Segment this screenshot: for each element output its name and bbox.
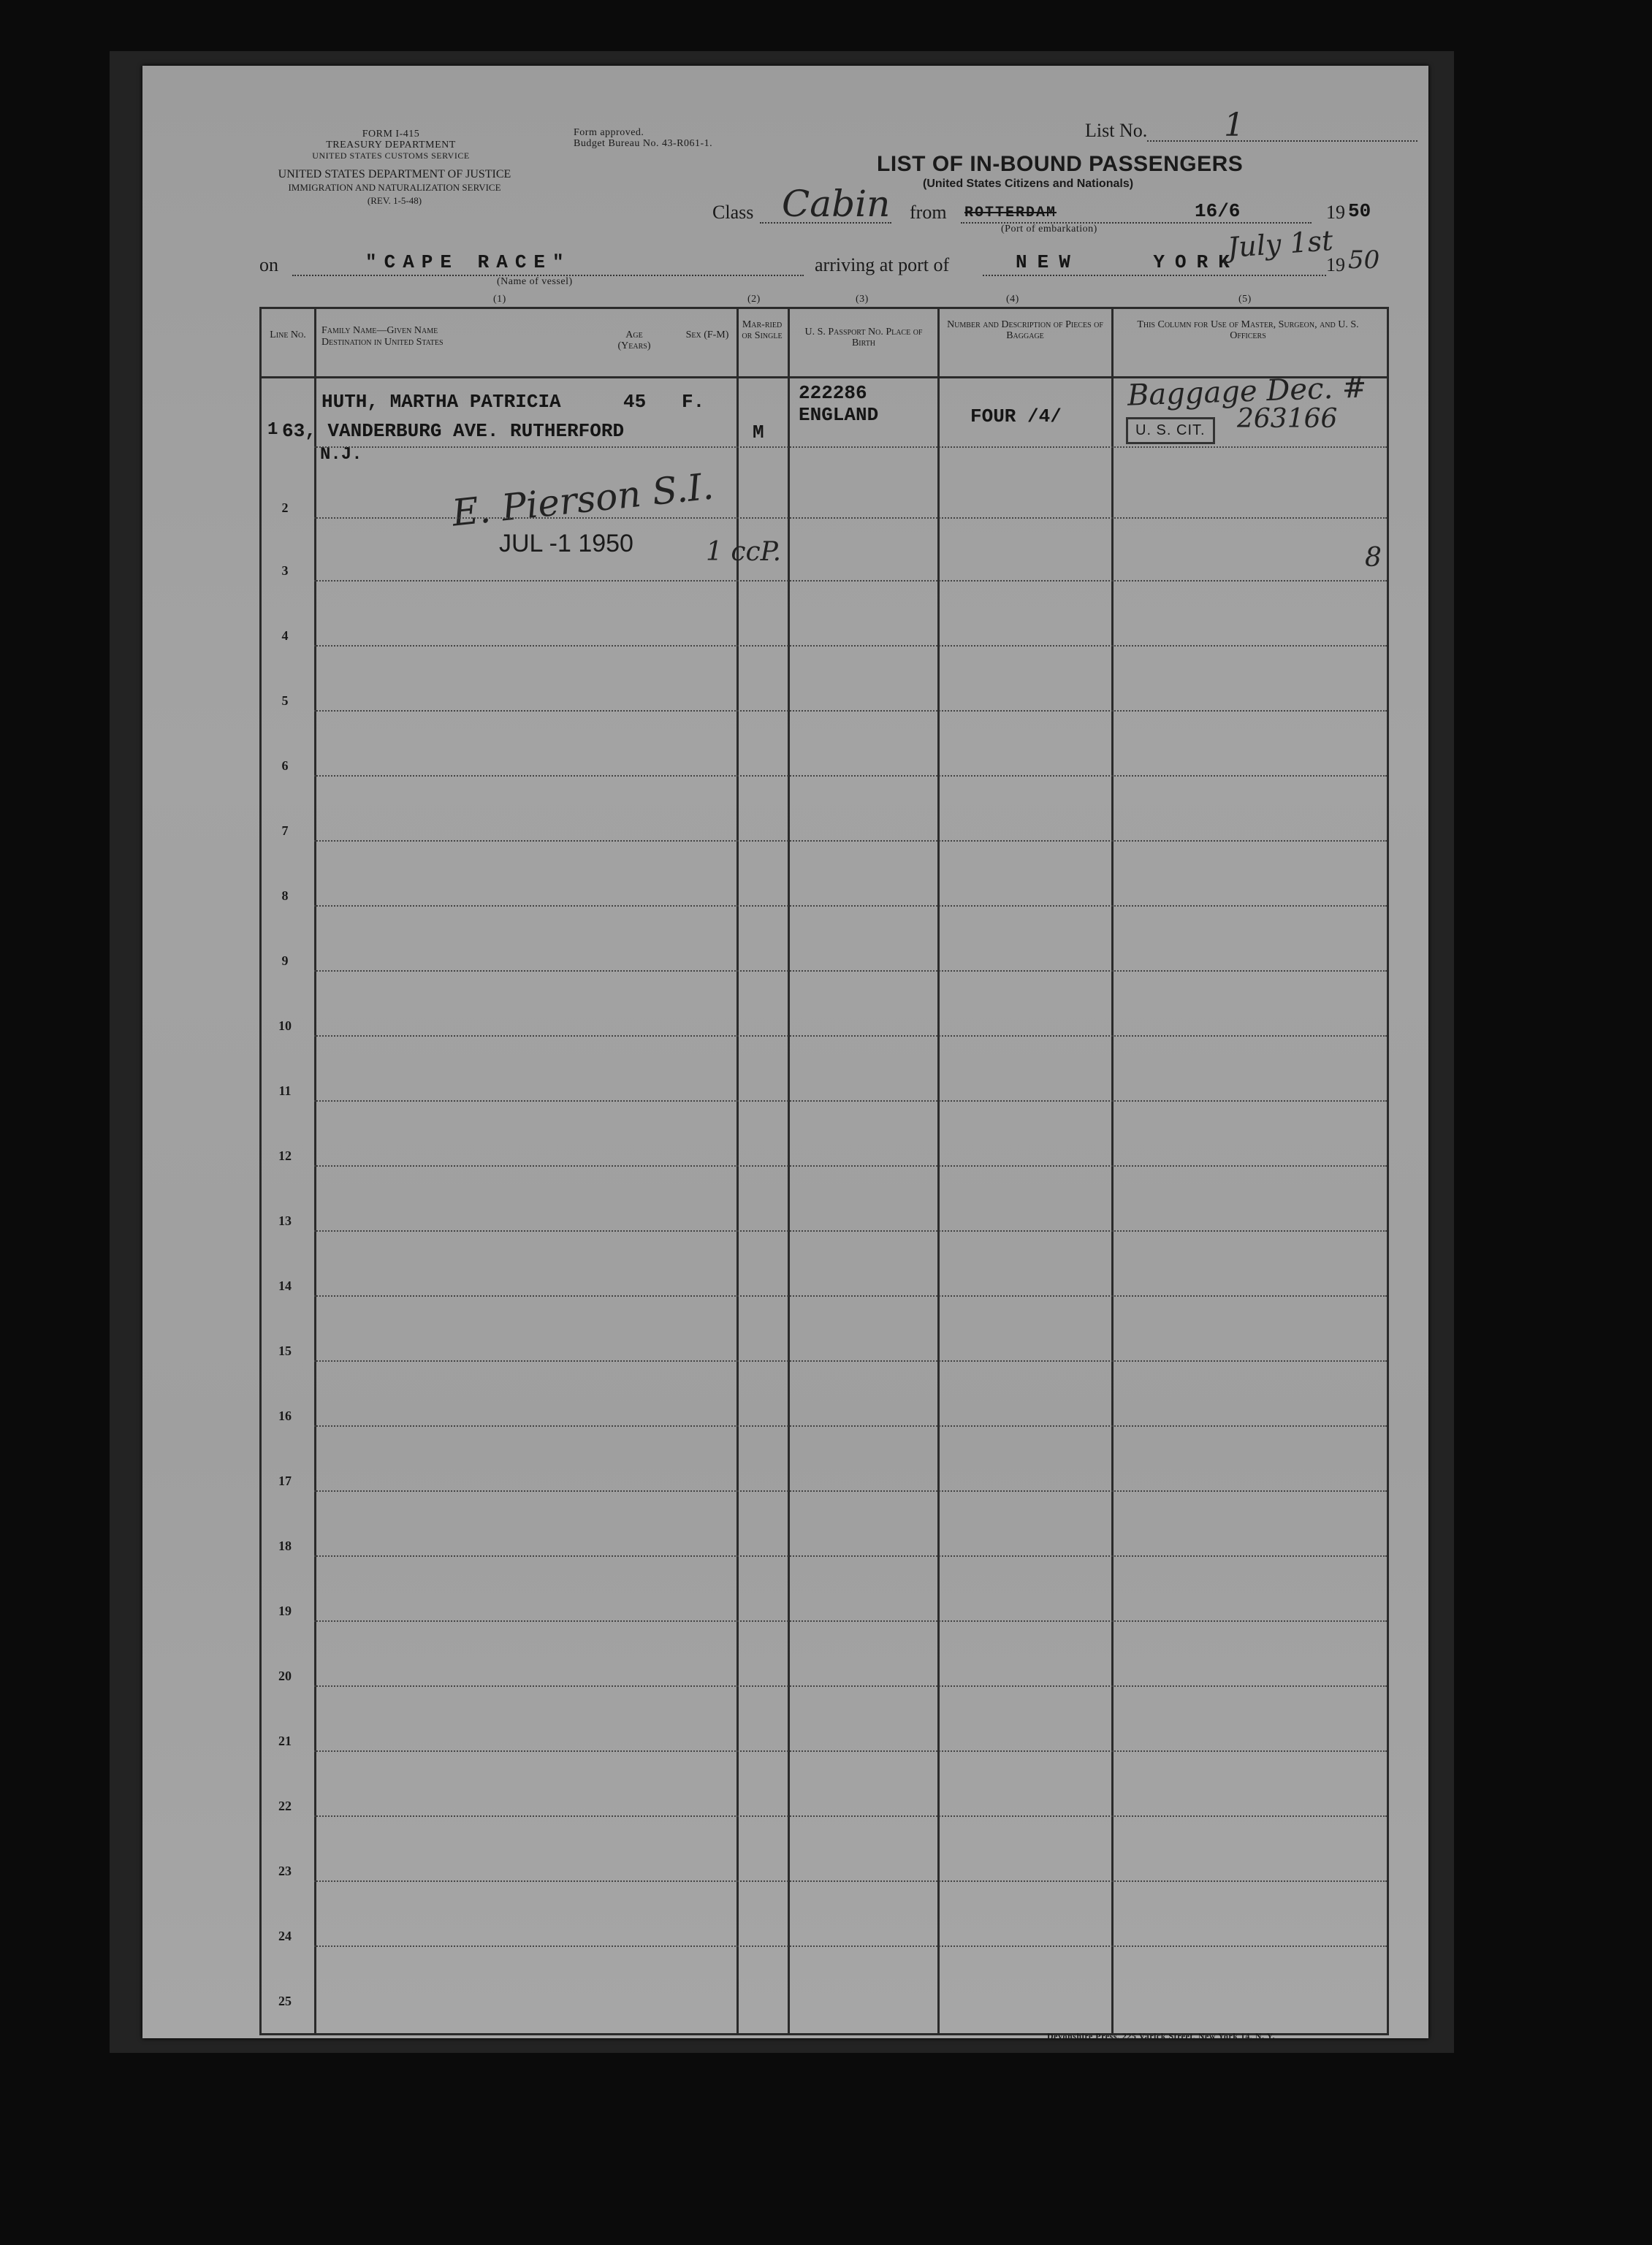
- row-divider: [314, 1295, 1387, 1297]
- header-officers: This Column for Use of Master, Surgeon, and U. S. Officers: [1137, 319, 1359, 341]
- passenger-sex: F.: [682, 391, 705, 413]
- row-divider: [314, 446, 1387, 448]
- line-number: 18: [278, 1539, 292, 1553]
- row-divider: [314, 1100, 1387, 1102]
- line-number: 2: [281, 500, 289, 515]
- baggage-count: FOUR /4/: [970, 405, 1062, 427]
- port-arrival: NEW YORK: [1016, 251, 1240, 273]
- port-embarkation: ROTTERDAM: [964, 205, 1057, 221]
- header-destination: Destination in United States: [321, 337, 444, 348]
- column-divider: [314, 309, 316, 2033]
- revision-date: (REV. 1-5-48): [367, 195, 422, 206]
- immigration-service: IMMIGRATION AND NATURALIZATION SERVICE: [288, 182, 501, 193]
- printer-imprint: Devonshire Press, 225 Varick Street, New York 14, N. Y.: [1047, 2031, 1276, 2041]
- port-arrival-line: [983, 273, 1326, 276]
- line-number: 9: [281, 953, 289, 968]
- port-embarkation-caption: (Port of embarkation): [1001, 224, 1097, 235]
- header-sex: Sex (F-M): [685, 329, 729, 340]
- line-number: 8: [281, 888, 289, 903]
- arriving-label: arriving at port of: [815, 254, 950, 275]
- column-divider: [1111, 309, 1114, 2033]
- row-divider: [314, 1230, 1387, 1232]
- header-family-name: Family Name—Given Name: [321, 325, 438, 336]
- passenger-list-form: [142, 66, 1428, 2041]
- passenger-age: 45: [623, 391, 647, 413]
- line-number: 13: [278, 1213, 292, 1228]
- agency-block: [252, 168, 537, 207]
- column-number-2: (2): [747, 294, 761, 305]
- row-divider: [314, 1360, 1387, 1362]
- row-divider: [314, 1945, 1387, 1947]
- line-number: 12: [278, 1148, 292, 1163]
- on-label: on: [259, 254, 278, 275]
- marital-status: M: [753, 422, 764, 443]
- header-line-no: Line No.: [270, 329, 306, 340]
- line-number: 14: [278, 1278, 292, 1293]
- arrival-date: July 1st: [1226, 224, 1334, 264]
- budget-bureau: Budget Bureau No. 43-R061-1.: [574, 138, 713, 149]
- row-divider: [314, 1815, 1387, 1817]
- class-value: Cabin: [782, 183, 891, 225]
- passenger-table: [259, 307, 1389, 2035]
- justice-department: UNITED STATES DEPARTMENT OF JUSTICE: [278, 168, 511, 180]
- line-number: 23: [278, 1864, 292, 1878]
- header-passport: U. S. Passport No. Place of Birth: [804, 327, 923, 348]
- row-divider: [314, 1165, 1387, 1167]
- header-age: Age (Years): [617, 329, 651, 351]
- row-divider: [314, 1620, 1387, 1622]
- form-subtitle: (United States Citizens and Nationals): [923, 178, 1134, 190]
- vessel-name: "CAPE RACE": [365, 251, 571, 273]
- clerk-mark: 1 ccP.: [706, 537, 782, 567]
- vessel-caption: (Name of vessel): [497, 276, 573, 287]
- line-number: 10: [278, 1018, 292, 1033]
- row-divider: [314, 580, 1387, 582]
- column-number-5: (5): [1238, 294, 1252, 305]
- column-divider: [736, 309, 739, 2033]
- line-number: 21: [278, 1734, 292, 1748]
- inspector-signature: E. Pierson S.I.: [449, 465, 716, 535]
- approval-block: [574, 127, 712, 149]
- row-divider: [314, 1880, 1387, 1882]
- line-number: 3: [281, 563, 289, 578]
- line-number: 17: [278, 1474, 292, 1488]
- row-divider: [314, 1490, 1387, 1492]
- form-identification: [296, 129, 486, 161]
- row-divider: [314, 645, 1387, 647]
- passport-number: 222286: [799, 382, 867, 404]
- line-number: 7: [281, 823, 289, 838]
- form-approved: Form approved.: [574, 127, 644, 138]
- date-stamp: JUL -1 1950: [499, 530, 633, 557]
- column-number-1: (1): [493, 294, 506, 305]
- treasury-department: TREASURY DEPARTMENT: [326, 140, 456, 150]
- row-divider: [314, 1750, 1387, 1752]
- passenger-state: N.J.: [320, 445, 362, 465]
- class-label: Class: [712, 202, 754, 223]
- column-number-3: (3): [856, 294, 869, 305]
- row-divider: [314, 1685, 1387, 1687]
- line-number: 20: [278, 1669, 292, 1683]
- line-number: 16: [278, 1409, 292, 1423]
- row-divider: [314, 775, 1387, 777]
- header-married: Mar-ried or Single: [742, 319, 783, 341]
- line-number: 11: [278, 1083, 292, 1098]
- customs-service: UNITED STATES CUSTOMS SERVICE: [312, 150, 470, 161]
- list-no-line: [1147, 139, 1417, 142]
- passenger-address: 63, VANDERBURG AVE. RUTHERFORD: [282, 420, 625, 442]
- line-number: 6: [281, 758, 289, 773]
- column-divider: [937, 309, 940, 2033]
- row-divider: [314, 905, 1387, 907]
- form-number: FORM I-415: [362, 129, 420, 140]
- citizenship-stamp: U. S. CIT.: [1126, 417, 1215, 444]
- row-divider: [314, 1035, 1387, 1037]
- embarkation-year-prefix: 19: [1326, 202, 1345, 223]
- row-divider: [314, 517, 1387, 519]
- declaration-number: 263166: [1237, 404, 1338, 434]
- line-number: 25: [278, 1994, 292, 2008]
- margin-mark: 8: [1365, 543, 1382, 573]
- from-label: from: [910, 202, 947, 223]
- list-no-label: List No.: [1085, 120, 1148, 141]
- list-no-value: 1: [1224, 107, 1244, 144]
- arrival-year: 50: [1348, 245, 1380, 275]
- arrival-year-prefix: 19: [1326, 254, 1345, 275]
- embarkation-date: 16/6: [1195, 200, 1241, 222]
- line-number: 22: [278, 1799, 292, 1813]
- row-divider: [314, 970, 1387, 972]
- line-number: 4: [281, 628, 289, 643]
- passenger-name: HUTH, MARTHA PATRICIA: [321, 391, 561, 413]
- header-baggage: Number and Description of Pieces of Baggage: [947, 319, 1103, 341]
- line-mark: 1: [267, 420, 278, 440]
- line-number: 24: [278, 1929, 292, 1943]
- form-title: LIST OF IN-BOUND PASSENGERS: [877, 152, 1244, 176]
- column-divider: [788, 309, 790, 2033]
- row-divider: [314, 1425, 1387, 1427]
- row-divider: [314, 1555, 1387, 1557]
- row-divider: [314, 840, 1387, 842]
- embarkation-year: 50: [1348, 200, 1371, 222]
- line-number: 15: [278, 1343, 292, 1358]
- line-number: 19: [278, 1604, 292, 1618]
- line-number: 5: [281, 693, 289, 708]
- column-number-4: (4): [1006, 294, 1019, 305]
- birthplace: ENGLAND: [799, 404, 879, 426]
- row-divider: [314, 710, 1387, 712]
- baggage-declaration: Baggage Dec. #: [1127, 370, 1368, 413]
